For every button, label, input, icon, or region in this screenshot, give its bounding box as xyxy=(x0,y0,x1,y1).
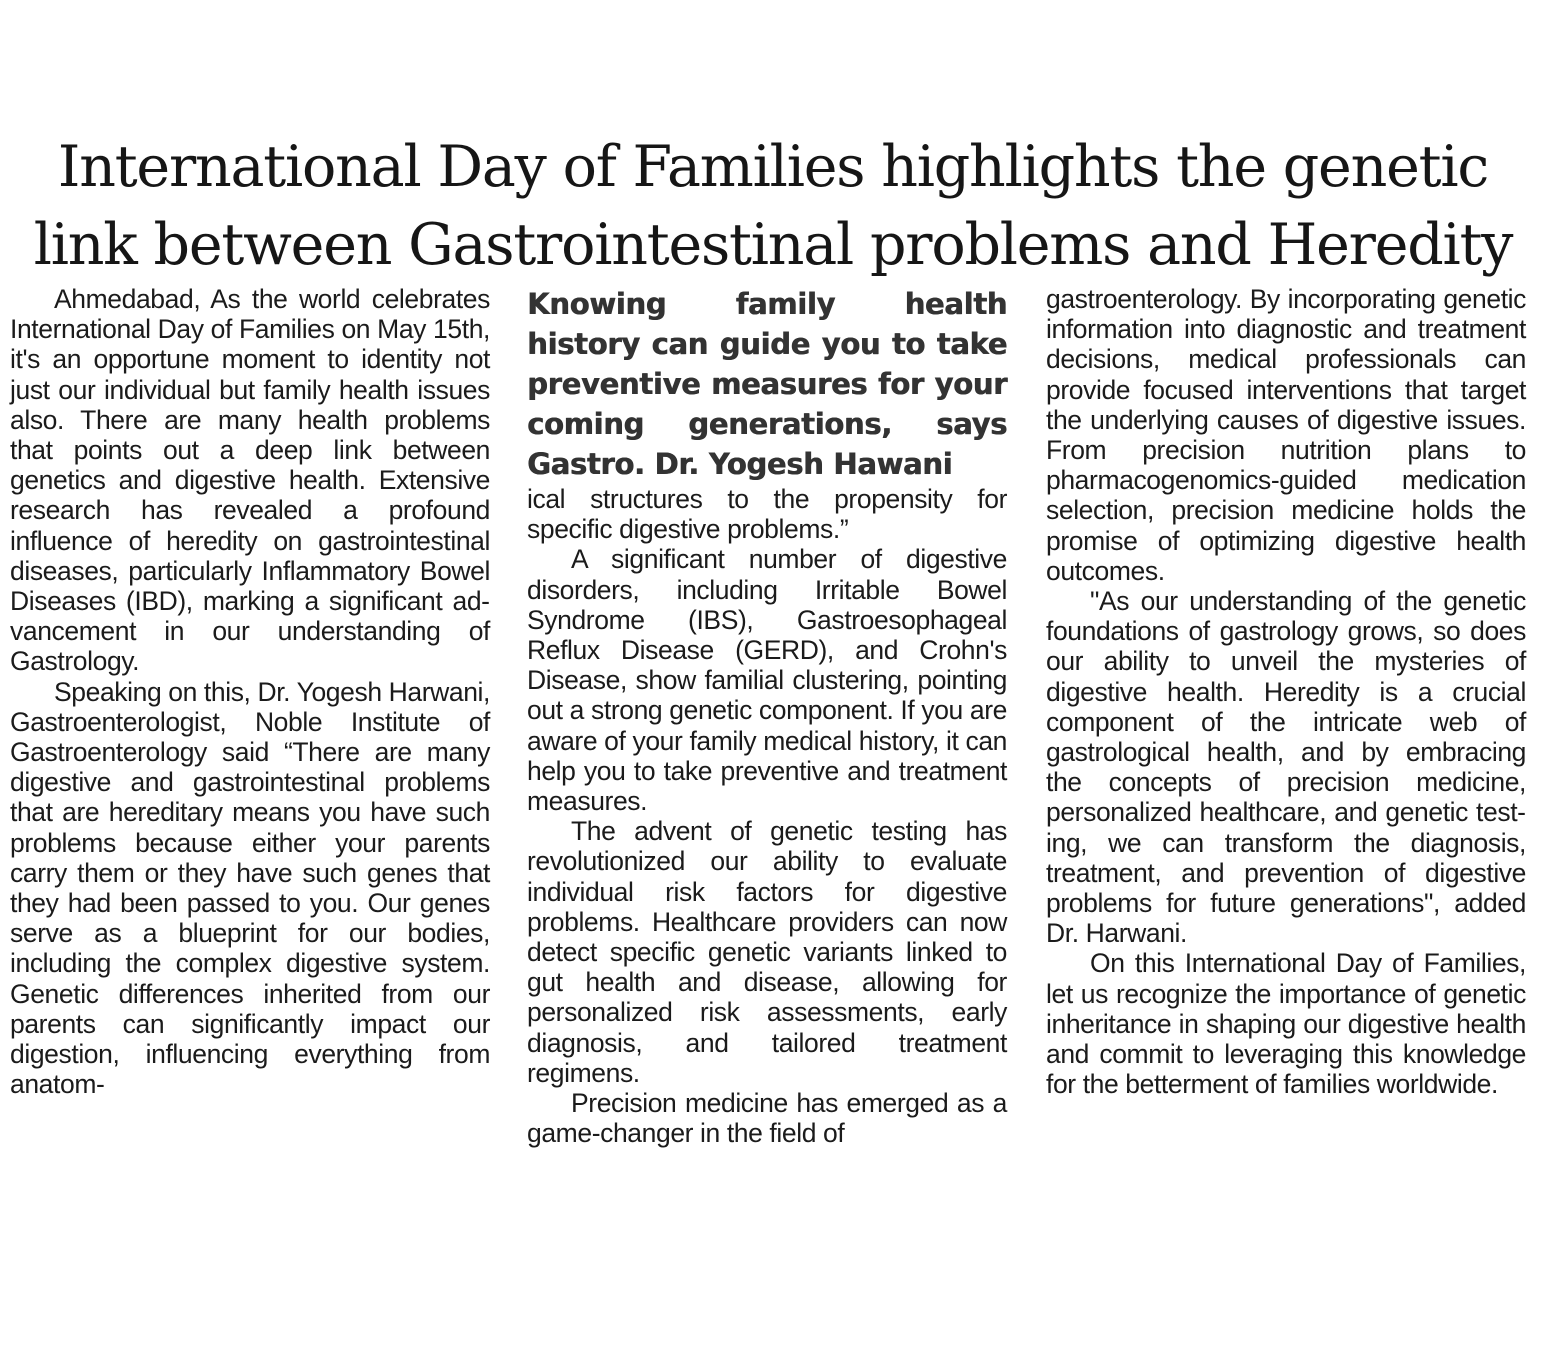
paragraph: Speaking on this, Dr. Yogesh Harwani, Gastroenterologist, Noble Institute of Gastroenterology said “There are many digestive and gastrointestinal problems that are hereditary means you have such problems because either your parents carry them or they have such genes that they had been passed to you. Our genes serve as a blueprint for our bodies, including the complex digestive system. Genetic differences inherited from our parents can significantly impact our digestion, influencing everything from anatom- xyxy=(10,676,490,1100)
paragraph: Ahmedabad, As the world celebrates International Day of Families on May 15th, it's an opportune moment to identity not just our individual but family health issues also. There are many health problems that points out a deep link between genetics and digestive health. Extensive research has revealed a profound influence of heredity on gastrointestinal diseases, particularly Inflammatory Bowel Diseases (IBD), marking a significant advancement in our understanding of Gastrology. xyxy=(10,284,490,677)
headline-line-1: International Day of Families highlights the genetic xyxy=(57,134,1489,200)
article-column-3 xyxy=(1046,284,1526,1099)
paragraph: A significant number of digestive disorders, including Irritable Bowel Syndrome (IBS), Gastroesophageal Reflux Disease (GERD), and Crohn's Disease, show familial clustering, pointing out a strong genetic component. If you are aware of your family medical history, it can help you to take preventive and treatment measures. xyxy=(527,544,1007,817)
paragraph: Precision medicine has emerged as a game-changer in the field of xyxy=(527,1088,1007,1149)
article-column-1 xyxy=(10,284,490,1099)
pull-quote-kicker: Knowing family health history can guide you to take preventive measures for your coming generations, says Gastro. Dr. Yogesh Hawani xyxy=(527,287,1007,481)
paragraph: On this International Day of Families, let us recognize the importance of genetic inheritance in shaping our digestive health and commit to leveraging this knowledge for the betterment of families worldwide. xyxy=(1046,948,1526,1100)
paragraph: "As our understanding of the genetic foundations of gastrology grows, so does our ability to unveil the mysteries of digestive health. Heredity is a crucial component of the intricate web of gastrological health, and by embracing the concepts of precision medicine, personalized healthcare, and genetic testing, we can transform the diagnosis, treatment, and prevention of digestive problems for future generations", added Dr. Harwani. xyxy=(1046,586,1526,949)
paragraph: gastroenterology. By incorporating genetic information into diagnostic and treatment decisions, medical professionals can provide focused interventions that target the underlying causes of digestive issues. From precision nutrition plans to pharmacogenomics-guided medication selection, precision medicine holds the promise of optimizing digestive health outcomes. xyxy=(1046,284,1526,586)
headline-line-2: link between Gastrointestinal problems and Heredity xyxy=(33,212,1513,278)
paragraph: ical structures to the propensity for specific digestive problems.” xyxy=(527,484,1007,545)
article-column-2 xyxy=(527,284,1007,1148)
paragraph: The advent of genetic testing has revolutionized our ability to evaluate individual risk factors for digestive problems. Healthcare providers can now detect specific genetic variants linked to gut health and disease, allowing for personalized risk assessments, early diagnosis, and tailored treatment regimens. xyxy=(527,816,1007,1088)
article-headline xyxy=(0,128,1546,284)
